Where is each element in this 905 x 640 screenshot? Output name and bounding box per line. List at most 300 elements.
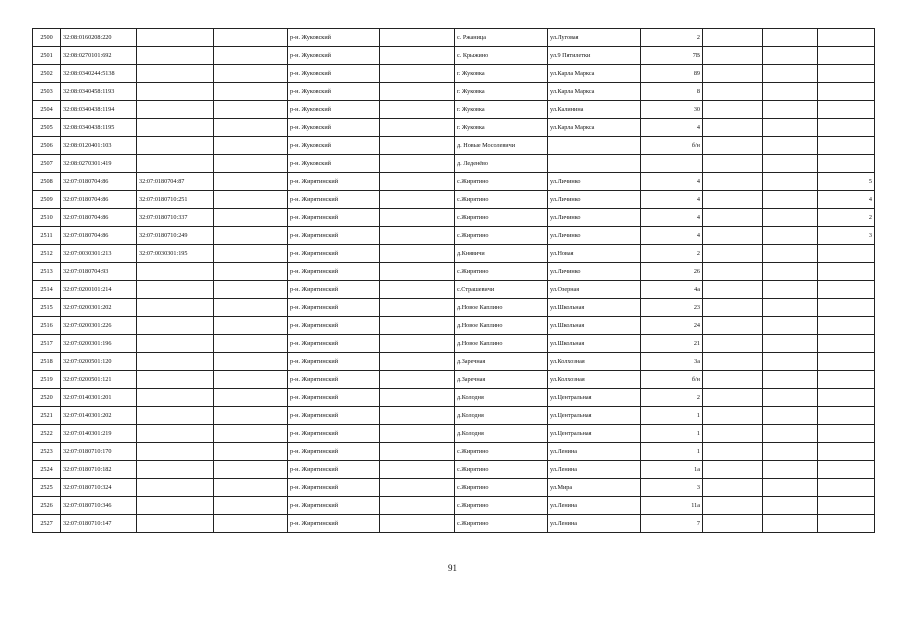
locality-cell: г. Жуковка (455, 119, 548, 137)
cadastral-number-cell: 32:07:0180704:86 (61, 227, 137, 245)
house-number-cell: 26 (641, 263, 703, 281)
apartment-cell (818, 47, 875, 65)
row-number-cell: 2519 (33, 371, 61, 389)
table-row (33, 461, 875, 479)
blank-cell (703, 281, 763, 299)
row-number-cell: 2521 (33, 407, 61, 425)
table-row (33, 515, 875, 533)
street-cell: ул.Карла Маркса (548, 119, 641, 137)
blank-cell (703, 29, 763, 47)
row-number-cell: 2501 (33, 47, 61, 65)
street-cell: ул.Луговая (548, 29, 641, 47)
row-number-cell: 2522 (33, 425, 61, 443)
house-number-cell: 4 (641, 119, 703, 137)
street-cell: ул.Личинко (548, 209, 641, 227)
settlement-cell (380, 119, 455, 137)
street-cell (548, 137, 641, 155)
extra-cell (214, 83, 288, 101)
related-cadastral-number-cell (137, 263, 214, 281)
locality-cell: д.Новое Каплино (455, 299, 548, 317)
related-cadastral-number-cell (137, 155, 214, 173)
apartment-cell (818, 83, 875, 101)
cadastral-number-cell: 32:07:0200501:121 (61, 371, 137, 389)
row-number-cell: 2518 (33, 353, 61, 371)
blank-cell (703, 155, 763, 173)
extra-cell (214, 317, 288, 335)
locality-cell: г. Жуковка (455, 83, 548, 101)
house-number-cell: 24 (641, 317, 703, 335)
street-cell: ул.Новая (548, 245, 641, 263)
row-number-cell: 2505 (33, 119, 61, 137)
related-cadastral-number-cell (137, 461, 214, 479)
house-number-cell: 30 (641, 101, 703, 119)
district-cell: р-н. Жирятинский (288, 461, 380, 479)
table-row (33, 173, 875, 191)
extra-cell (214, 209, 288, 227)
extra-cell (214, 101, 288, 119)
settlement-cell (380, 461, 455, 479)
cadastral-number-cell: 32:07:0180704:93 (61, 263, 137, 281)
district-cell: р-н. Жирятинский (288, 407, 380, 425)
apartment-cell (818, 425, 875, 443)
locality-cell: с. Ржаница (455, 29, 548, 47)
table-row (33, 317, 875, 335)
cadastral-number-cell: 32:08:0340438:1194 (61, 101, 137, 119)
extra-cell (214, 461, 288, 479)
street-cell: ул.Ленина (548, 443, 641, 461)
extra-cell (214, 191, 288, 209)
blank-cell (763, 119, 818, 137)
locality-cell: с.Жирятино (455, 191, 548, 209)
settlement-cell (380, 101, 455, 119)
related-cadastral-number-cell (137, 389, 214, 407)
related-cadastral-number-cell: 32:07:0180704:87 (137, 173, 214, 191)
street-cell: ул.Личинко (548, 227, 641, 245)
blank-cell (703, 461, 763, 479)
blank-cell (763, 227, 818, 245)
apartment-cell (818, 479, 875, 497)
blank-cell (763, 515, 818, 533)
blank-cell (703, 173, 763, 191)
row-number-cell: 2520 (33, 389, 61, 407)
related-cadastral-number-cell (137, 353, 214, 371)
cadastral-number-cell: 32:07:0180704:86 (61, 209, 137, 227)
apartment-cell (818, 407, 875, 425)
blank-cell (763, 461, 818, 479)
locality-cell: д. Леденёво (455, 155, 548, 173)
apartment-cell (818, 281, 875, 299)
extra-cell (214, 353, 288, 371)
house-number-cell: 7 (641, 515, 703, 533)
blank-cell (703, 317, 763, 335)
settlement-cell (380, 83, 455, 101)
blank-cell (703, 119, 763, 137)
locality-cell: с.Жирятино (455, 209, 548, 227)
house-number-cell: 11а (641, 497, 703, 515)
cadastral-number-cell: 32:08:0340244:5138 (61, 65, 137, 83)
apartment-cell (818, 263, 875, 281)
related-cadastral-number-cell: 32:07:0180710:337 (137, 209, 214, 227)
row-number-cell: 2508 (33, 173, 61, 191)
settlement-cell (380, 137, 455, 155)
street-cell: ул.Личинко (548, 263, 641, 281)
blank-cell (703, 443, 763, 461)
extra-cell (214, 425, 288, 443)
cadastral-number-cell: 32:08:0160208:220 (61, 29, 137, 47)
blank-cell (763, 497, 818, 515)
extra-cell (214, 335, 288, 353)
extra-cell (214, 299, 288, 317)
extra-cell (214, 173, 288, 191)
locality-cell: д.Заречная (455, 353, 548, 371)
house-number-cell: 7В (641, 47, 703, 65)
house-number-cell: 21 (641, 335, 703, 353)
table-row (33, 245, 875, 263)
apartment-cell (818, 299, 875, 317)
settlement-cell (380, 425, 455, 443)
blank-cell (763, 407, 818, 425)
blank-cell (703, 371, 763, 389)
row-number-cell: 2516 (33, 317, 61, 335)
row-number-cell: 2511 (33, 227, 61, 245)
table-row (33, 353, 875, 371)
settlement-cell (380, 515, 455, 533)
district-cell: р-н. Жуковский (288, 119, 380, 137)
cadastral-number-cell: 32:07:0200301:202 (61, 299, 137, 317)
district-cell: р-н. Жирятинский (288, 209, 380, 227)
extra-cell (214, 407, 288, 425)
settlement-cell (380, 209, 455, 227)
district-cell: р-н. Жирятинский (288, 281, 380, 299)
settlement-cell (380, 263, 455, 281)
blank-cell (703, 335, 763, 353)
related-cadastral-number-cell (137, 443, 214, 461)
district-cell: р-н. Жуковский (288, 101, 380, 119)
cadastral-number-cell: 32:07:0180710:324 (61, 479, 137, 497)
district-cell: р-н. Жуковский (288, 83, 380, 101)
street-cell: ул.Центральная (548, 389, 641, 407)
settlement-cell (380, 281, 455, 299)
blank-cell (763, 425, 818, 443)
settlement-cell (380, 155, 455, 173)
table-row (33, 47, 875, 65)
locality-cell: д.Колодня (455, 389, 548, 407)
row-number-cell: 2512 (33, 245, 61, 263)
apartment-cell (818, 353, 875, 371)
locality-cell: с.Страшевичи (455, 281, 548, 299)
locality-cell: д.Заречная (455, 371, 548, 389)
table-row (33, 263, 875, 281)
related-cadastral-number-cell (137, 425, 214, 443)
house-number-cell: 2 (641, 245, 703, 263)
extra-cell (214, 497, 288, 515)
table-row (33, 83, 875, 101)
blank-cell (703, 515, 763, 533)
related-cadastral-number-cell (137, 479, 214, 497)
cadastral-number-cell: 32:07:0180710:170 (61, 443, 137, 461)
table-row (33, 29, 875, 47)
street-cell: ул.Карла Маркса (548, 65, 641, 83)
blank-cell (703, 389, 763, 407)
related-cadastral-number-cell (137, 137, 214, 155)
extra-cell (214, 47, 288, 65)
district-cell: р-н. Жуковский (288, 47, 380, 65)
cadastral-number-cell: 32:08:0120401:103 (61, 137, 137, 155)
blank-cell (703, 407, 763, 425)
blank-cell (703, 209, 763, 227)
district-cell: р-н. Жирятинский (288, 497, 380, 515)
street-cell: ул.Калинина (548, 101, 641, 119)
apartment-cell (818, 119, 875, 137)
related-cadastral-number-cell (137, 29, 214, 47)
row-number-cell: 2500 (33, 29, 61, 47)
locality-cell: с.Жирятино (455, 497, 548, 515)
street-cell: ул.Центральная (548, 407, 641, 425)
related-cadastral-number-cell (137, 101, 214, 119)
related-cadastral-number-cell: 32:07:0030301:195 (137, 245, 214, 263)
cadastral-number-cell: 32:07:0200501:120 (61, 353, 137, 371)
extra-cell (214, 479, 288, 497)
related-cadastral-number-cell (137, 371, 214, 389)
district-cell: р-н. Жуковский (288, 29, 380, 47)
apartment-cell: 4 (818, 191, 875, 209)
blank-cell (763, 263, 818, 281)
house-number-cell: 4 (641, 227, 703, 245)
row-number-cell: 2509 (33, 191, 61, 209)
row-number-cell: 2517 (33, 335, 61, 353)
street-cell: ул.Колхозная (548, 353, 641, 371)
settlement-cell (380, 479, 455, 497)
district-cell: р-н. Жирятинский (288, 515, 380, 533)
house-number-cell (641, 155, 703, 173)
blank-cell (763, 317, 818, 335)
house-number-cell: 1 (641, 443, 703, 461)
locality-cell: д.Новое Каплино (455, 317, 548, 335)
street-cell: ул.Личинко (548, 191, 641, 209)
district-cell: р-н. Жирятинский (288, 443, 380, 461)
apartment-cell: 3 (818, 227, 875, 245)
blank-cell (703, 299, 763, 317)
street-cell: ул.Ленина (548, 497, 641, 515)
cadastral-number-cell: 32:07:0200301:226 (61, 317, 137, 335)
cadastral-number-cell: 32:07:0140301:202 (61, 407, 137, 425)
locality-cell: с.Жирятино (455, 227, 548, 245)
house-number-cell: 1 (641, 425, 703, 443)
table-row (33, 191, 875, 209)
apartment-cell: 2 (818, 209, 875, 227)
apartment-cell (818, 155, 875, 173)
table-row (33, 299, 875, 317)
house-number-cell: 89 (641, 65, 703, 83)
district-cell: р-н. Жирятинский (288, 425, 380, 443)
related-cadastral-number-cell (137, 83, 214, 101)
related-cadastral-number-cell (137, 317, 214, 335)
cadastral-number-cell: 32:07:0200301:196 (61, 335, 137, 353)
locality-cell: с.Жирятино (455, 173, 548, 191)
house-number-cell: 2 (641, 29, 703, 47)
locality-cell: с.Жирятино (455, 515, 548, 533)
cadastral-number-cell: 32:07:0030301:213 (61, 245, 137, 263)
house-number-cell: 1а (641, 461, 703, 479)
row-number-cell: 2510 (33, 209, 61, 227)
settlement-cell (380, 191, 455, 209)
house-number-cell: 2 (641, 389, 703, 407)
blank-cell (763, 83, 818, 101)
row-number-cell: 2525 (33, 479, 61, 497)
locality-cell: г. Жуковка (455, 65, 548, 83)
street-cell: ул.Школьная (548, 299, 641, 317)
extra-cell (214, 263, 288, 281)
table-row (33, 425, 875, 443)
related-cadastral-number-cell (137, 407, 214, 425)
row-number-cell: 2523 (33, 443, 61, 461)
locality-cell: с.Жирятино (455, 263, 548, 281)
extra-cell (214, 281, 288, 299)
table-row (33, 227, 875, 245)
row-number-cell: 2506 (33, 137, 61, 155)
settlement-cell (380, 443, 455, 461)
street-cell (548, 155, 641, 173)
blank-cell (763, 29, 818, 47)
settlement-cell (380, 173, 455, 191)
district-cell: р-н. Жирятинский (288, 371, 380, 389)
blank-cell (703, 227, 763, 245)
settlement-cell (380, 407, 455, 425)
settlement-cell (380, 65, 455, 83)
table-row (33, 335, 875, 353)
extra-cell (214, 515, 288, 533)
district-cell: р-н. Жирятинский (288, 389, 380, 407)
row-number-cell: 2524 (33, 461, 61, 479)
registry-table-body (33, 29, 875, 533)
row-number-cell: 2502 (33, 65, 61, 83)
house-number-cell: 4 (641, 209, 703, 227)
extra-cell (214, 137, 288, 155)
extra-cell (214, 65, 288, 83)
related-cadastral-number-cell: 32:07:0180710:251 (137, 191, 214, 209)
table-row (33, 281, 875, 299)
row-number-cell: 2504 (33, 101, 61, 119)
related-cadastral-number-cell (137, 335, 214, 353)
blank-cell (703, 191, 763, 209)
extra-cell (214, 389, 288, 407)
district-cell: р-н. Жирятинский (288, 335, 380, 353)
district-cell: р-н. Жирятинский (288, 479, 380, 497)
blank-cell (763, 173, 818, 191)
blank-cell (763, 479, 818, 497)
street-cell: ул.9 Пятилетки (548, 47, 641, 65)
locality-cell: д. Новые Мосолевичи (455, 137, 548, 155)
locality-cell: д.Княвичи (455, 245, 548, 263)
apartment-cell (818, 335, 875, 353)
district-cell: р-н. Жирятинский (288, 173, 380, 191)
blank-cell (703, 353, 763, 371)
district-cell: р-н. Жирятинский (288, 299, 380, 317)
locality-cell: д.Колодня (455, 407, 548, 425)
cadastral-number-cell: 32:07:0140301:201 (61, 389, 137, 407)
row-number-cell: 2503 (33, 83, 61, 101)
blank-cell (703, 479, 763, 497)
blank-cell (703, 83, 763, 101)
table-row (33, 119, 875, 137)
extra-cell (214, 245, 288, 263)
related-cadastral-number-cell (137, 281, 214, 299)
cadastral-number-cell: 32:08:0270101:692 (61, 47, 137, 65)
locality-cell: с.Жирятино (455, 461, 548, 479)
street-cell: ул.Озерная (548, 281, 641, 299)
apartment-cell (818, 389, 875, 407)
street-cell: ул.Карла Маркса (548, 83, 641, 101)
extra-cell (214, 371, 288, 389)
extra-cell (214, 443, 288, 461)
settlement-cell (380, 335, 455, 353)
cadastral-number-cell: 32:08:0270301:419 (61, 155, 137, 173)
apartment-cell (818, 317, 875, 335)
related-cadastral-number-cell (137, 515, 214, 533)
cadastral-number-cell: 32:07:0140301:219 (61, 425, 137, 443)
house-number-cell: 23 (641, 299, 703, 317)
apartment-cell (818, 29, 875, 47)
district-cell: р-н. Жирятинский (288, 245, 380, 263)
settlement-cell (380, 47, 455, 65)
district-cell: р-н. Жирятинский (288, 353, 380, 371)
settlement-cell (380, 497, 455, 515)
locality-cell: с. Крыжино (455, 47, 548, 65)
cadastral-number-cell: 32:07:0180710:147 (61, 515, 137, 533)
row-number-cell: 2515 (33, 299, 61, 317)
table-row (33, 137, 875, 155)
apartment-cell (818, 65, 875, 83)
street-cell: ул.Ленина (548, 515, 641, 533)
locality-cell: с.Жирятино (455, 443, 548, 461)
house-number-cell: 3а (641, 353, 703, 371)
blank-cell (763, 101, 818, 119)
cadastral-number-cell: 32:07:0200101:214 (61, 281, 137, 299)
settlement-cell (380, 353, 455, 371)
blank-cell (703, 497, 763, 515)
row-number-cell: 2507 (33, 155, 61, 173)
apartment-cell (818, 497, 875, 515)
locality-cell: д.Колодня (455, 425, 548, 443)
house-number-cell: 3 (641, 479, 703, 497)
registry-table (32, 28, 875, 533)
blank-cell (763, 209, 818, 227)
blank-cell (763, 299, 818, 317)
locality-cell: г. Жуковка (455, 101, 548, 119)
blank-cell (703, 263, 763, 281)
district-cell: р-н. Жирятинский (288, 263, 380, 281)
locality-cell: с.Жирятино (455, 479, 548, 497)
apartment-cell (818, 137, 875, 155)
house-number-cell: б/н (641, 371, 703, 389)
related-cadastral-number-cell (137, 47, 214, 65)
blank-cell (703, 245, 763, 263)
district-cell: р-н. Жуковский (288, 155, 380, 173)
district-cell: р-н. Жирятинский (288, 317, 380, 335)
row-number-cell: 2526 (33, 497, 61, 515)
blank-cell (763, 245, 818, 263)
extra-cell (214, 119, 288, 137)
street-cell: ул.Центральная (548, 425, 641, 443)
blank-cell (703, 425, 763, 443)
table-row (33, 101, 875, 119)
cadastral-number-cell: 32:08:0340458:1193 (61, 83, 137, 101)
settlement-cell (380, 299, 455, 317)
blank-cell (763, 137, 818, 155)
extra-cell (214, 29, 288, 47)
house-number-cell: 4а (641, 281, 703, 299)
blank-cell (763, 155, 818, 173)
